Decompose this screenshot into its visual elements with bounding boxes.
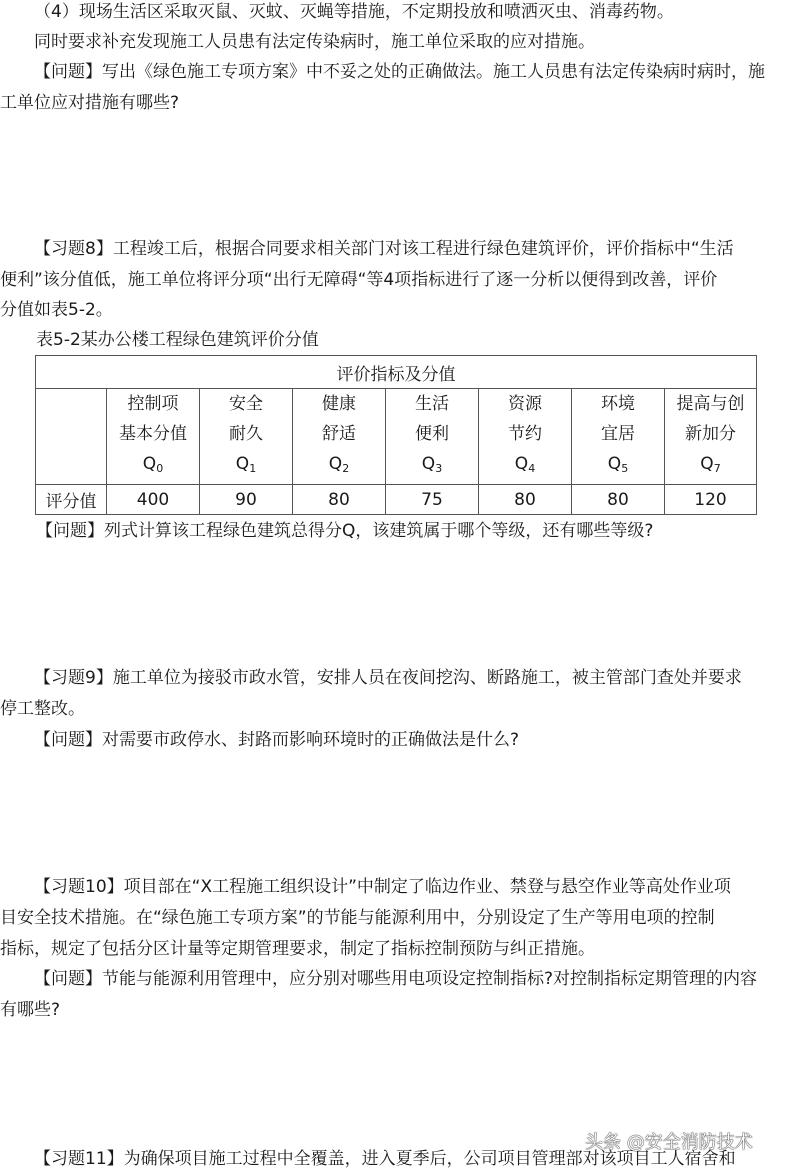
watermark: 头条 @安全消防技术 <box>585 1132 753 1153</box>
header-line1: 生活 <box>415 394 449 414</box>
exercise-9-line-1: 【习题9】施工单位为接驳市政水管，安排人员在夜间挖沟、断路施工，被主管部门查处并要求 <box>34 668 742 688</box>
header-symbol: $Q_7$ <box>700 454 721 475</box>
header-symbol: $Q_2$ <box>328 454 350 475</box>
exercise-8-line-2: 便利”该分值低，施工单位将评分项“出行无障碍“等4项指标进行了逐一分析以便得到改善，评价 <box>0 270 718 290</box>
table-value-q3: 75 <box>386 485 479 515</box>
green-building-score-table <box>35 355 757 515</box>
table-row-label: 评分值 <box>36 485 107 515</box>
exercise-11-line-1: 【习题11】为确保项目施工过程中全覆盖，进入夏季后，公司项目管理部对该项目工人宿舍和 <box>34 1149 736 1169</box>
header-line1: 安全 <box>229 394 263 414</box>
table-header-q3 <box>386 389 479 485</box>
table-value-q2: 80 <box>293 485 386 515</box>
exercise-10-line-1: 【习题10】项目部在“X工程施工组织设计”中制定了临边作业、禁登与悬空作业等高处作业项 <box>34 877 731 897</box>
table-title-cell: 评价指标及分值 <box>36 356 757 389</box>
header-line2: 便利 <box>415 424 449 444</box>
table-header-row <box>36 389 757 485</box>
question-10-line-1: 【问题】节能与能源利用管理中，应分别对哪些用电项设定控制指标?对控制指标定期管理的内容 <box>34 969 758 989</box>
question-8: 【问题】列式计算该工程绿色建筑总得分Q，该建筑属于哪个等级，还有哪些等级? <box>36 521 654 541</box>
question-10-line-2: 有哪些? <box>0 1000 61 1020</box>
header-symbol: $Q_0$ <box>142 454 164 475</box>
paragraph-supplement-requirement: 同时要求补充发现施工人员患有法定传染病时，施工单位采取的应对措施。 <box>34 32 595 52</box>
header-line1: 资源 <box>508 394 542 414</box>
question-7-line-2: 工单位应对措施有哪些? <box>0 93 180 113</box>
exercise-10-line-3: 指标，规定了包括分区计量等定期管理要求，制定了指标控制预防与纠正措施。 <box>0 939 595 959</box>
header-line2: 节约 <box>508 424 542 444</box>
table-value-q4: 80 <box>479 485 572 515</box>
header-line1: 健康 <box>322 394 356 414</box>
header-line1: 环境 <box>601 394 635 414</box>
table-header-q1 <box>200 389 293 485</box>
question-9: 【问题】对需要市政停水、封路而影响环境时的正确做法是什么? <box>34 730 520 750</box>
header-line2: 宜居 <box>601 424 635 444</box>
header-line2: 舒适 <box>322 424 356 444</box>
header-symbol: $Q_5$ <box>607 454 629 475</box>
table-header-q7 <box>665 389 757 485</box>
header-line2: 新加分 <box>685 424 736 444</box>
header-line1: 控制项 <box>127 394 179 414</box>
exercise-10-line-2: 目安全技术措施。在“绿色施工专项方案”的节能与能源利用中，分别设定了生产等用电项的控制 <box>0 908 715 928</box>
question-7-line-1: 【问题】写出《绿色施工专项方案》中不妥之处的正确做法。施工人员患有法定传染病时病时，施 <box>34 62 765 82</box>
table-caption: 表5-2某办公楼工程绿色建筑评价分值 <box>36 330 319 350</box>
header-symbol: $Q_3$ <box>421 454 443 475</box>
paragraph-measure-4: （4）现场生活区采取灭鼠、灭蚊、灭蝇等措施，不定期投放和喷洒灭虫、消毒药物。 <box>34 2 674 22</box>
table-value-q1: 90 <box>200 485 293 515</box>
table-score-row <box>36 485 757 515</box>
table-value-q0: 400 <box>107 485 200 515</box>
table-header-q5 <box>572 389 665 485</box>
table-empty-corner <box>36 389 107 485</box>
table-header-q2 <box>293 389 386 485</box>
header-line2: 耐久 <box>229 424 263 444</box>
exercise-9-line-2: 停工整改。 <box>0 699 85 719</box>
exercise-8-line-3: 分值如表5-2。 <box>0 300 113 320</box>
header-symbol: $Q_4$ <box>514 454 536 475</box>
header-line1: 提高与创 <box>676 394 745 414</box>
table-value-q5: 80 <box>572 485 665 515</box>
exercise-8-line-1: 【习题8】工程竣工后，根据合同要求相关部门对该工程进行绿色建筑评价，评价指标中“生活 <box>34 239 734 259</box>
header-line2: 基本分值 <box>119 424 187 444</box>
header-symbol: $Q_1$ <box>235 454 257 475</box>
table-header-q4 <box>479 389 572 485</box>
table-header-q0 <box>107 389 200 485</box>
table-value-q7: 120 <box>665 485 757 515</box>
